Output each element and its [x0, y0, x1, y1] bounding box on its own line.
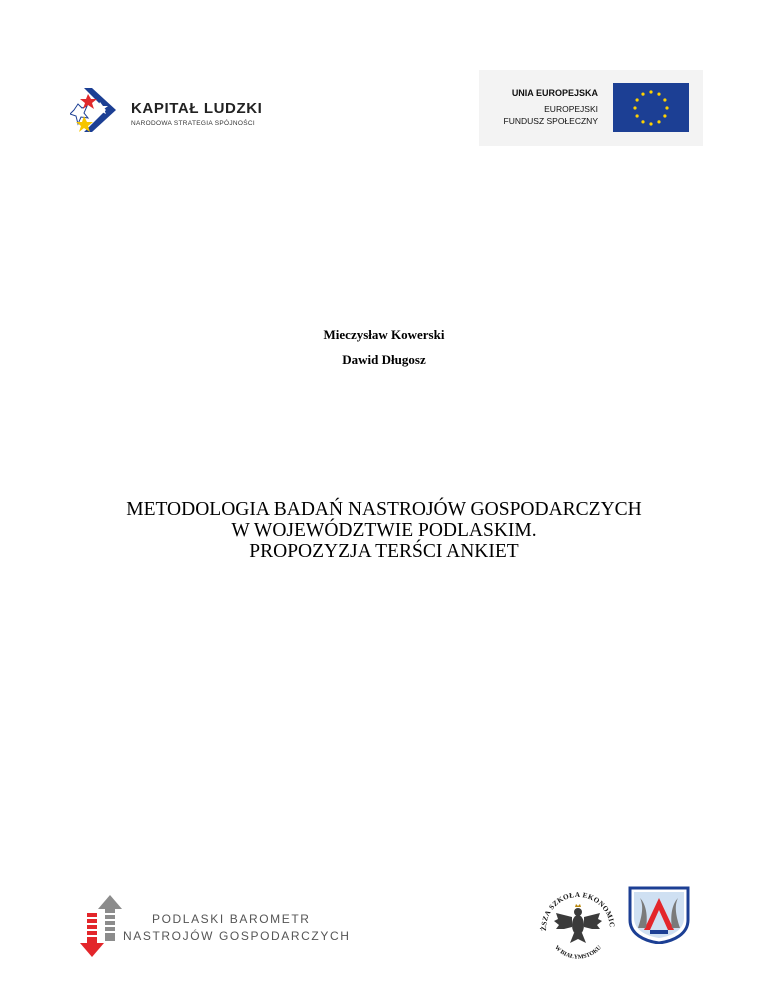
- barometr-arrows-icon: [80, 895, 122, 957]
- eu-logo-line3: FUNDUSZ SPOŁECZNY: [503, 116, 598, 126]
- barometr-line1: PODLASKI BAROMETR: [152, 912, 311, 926]
- document-title-line1: METODOLOGIA BADAŃ NASTROJÓW GOSPODARCZYCH: [126, 499, 642, 520]
- kapital-ludzki-subtitle: NARODOWA STRATEGIA SPÓJNOŚCI: [131, 120, 255, 127]
- eu-logo-line1: UNIA EUROPEJSKA: [511, 88, 598, 98]
- city-crest-icon: [628, 886, 690, 944]
- svg-text:W BIAŁYMSTOKU: W BIAŁYMSTOKU: [553, 944, 603, 961]
- kapital-ludzki-title: KAPITAŁ LUDZKI: [131, 100, 263, 117]
- eu-logo-line2: EUROPEJSKI: [544, 104, 598, 114]
- svg-text:WYŻSZA SZKOŁA EKONOMICZNA: ŻSZA SZKOŁA EKONOMIC: [539, 890, 617, 932]
- school-seal-icon: [538, 883, 618, 963]
- kapital-ludzki-stars-icon: [70, 80, 130, 140]
- document-title-line2: W WOJEWÓDZTWIE PODLASKIM.: [231, 520, 537, 541]
- barometr-line2: NASTROJÓW GOSPODARCZYCH: [123, 929, 351, 943]
- author-name: Dawid Długosz: [342, 352, 426, 367]
- author-name: Mieczysław Kowerski: [323, 327, 445, 342]
- document-title-line3: PROPOZYZJA TERŚCI ANKIET: [249, 541, 519, 562]
- eu-flag-icon: [613, 83, 689, 132]
